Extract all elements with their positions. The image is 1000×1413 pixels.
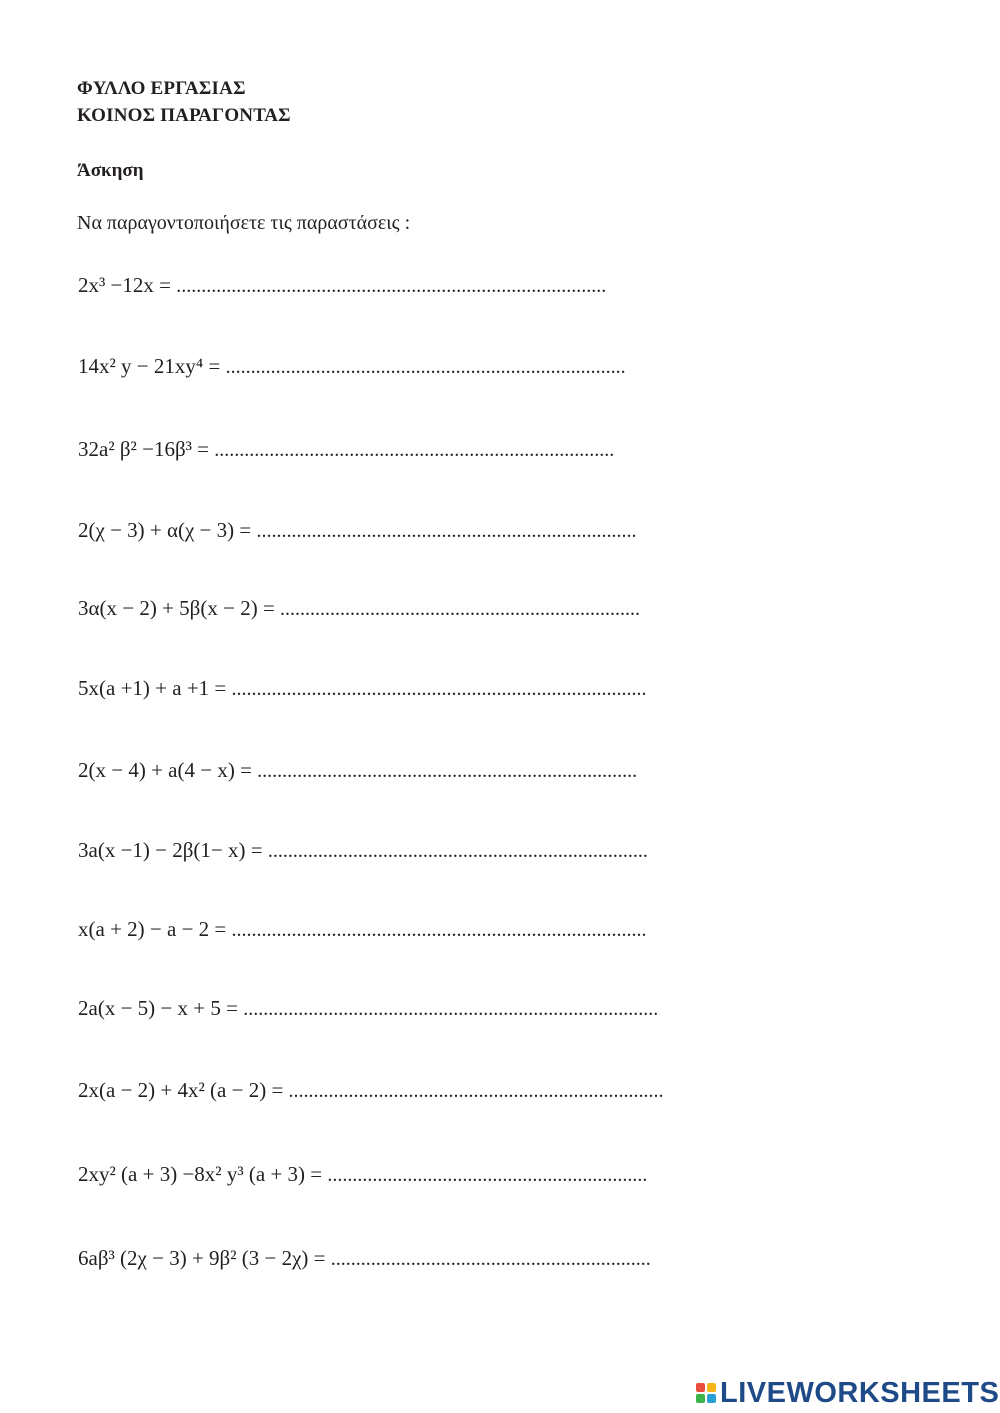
worksheet-subtitle: ΚΟΙΝΟΣ ΠΑΡΑΓΟΝΤΑΣ	[77, 105, 291, 126]
answer-blank[interactable]: ............................................................................	[256, 520, 637, 542]
exercise-row-2	[78, 356, 626, 377]
expression: 3a(x −1) − 2β(1− x) =	[78, 838, 263, 862]
answer-blank[interactable]: ................................................................	[327, 1164, 648, 1186]
answer-blank[interactable]: ...................................................................................	[243, 998, 659, 1020]
expression: 2xy² (a + 3) −8x² y³ (a + 3) =	[78, 1162, 323, 1186]
exercise-heading: Άσκηση	[77, 160, 144, 181]
expression: 32a² β² −16β³ =	[78, 437, 210, 461]
exercise-row-10	[78, 998, 658, 1019]
expression: 2x³ −12x =	[78, 273, 171, 297]
exercise-row-5	[78, 598, 640, 619]
liveworksheets-logo	[696, 1376, 999, 1410]
answer-blank[interactable]: ........................................................................	[280, 598, 641, 620]
answer-blank[interactable]: ......................................................................................	[176, 275, 607, 297]
expression: 5x(a +1) + a +1 =	[78, 676, 227, 700]
answer-blank[interactable]: ...................................................................................	[231, 919, 647, 941]
answer-blank[interactable]: ...................................................................................	[231, 678, 647, 700]
expression: 2(x − 4) + a(4 − x) =	[78, 758, 252, 782]
worksheet-title: ΦΥΛΛΟ ΕΡΓΑΣΙΑΣ	[77, 78, 246, 99]
exercise-row-6	[78, 678, 647, 699]
expression: 14x² y − 21xy⁴ =	[78, 354, 221, 378]
exercise-row-7	[78, 760, 637, 781]
exercise-row-13	[78, 1248, 651, 1269]
exercise-row-12	[78, 1164, 647, 1185]
answer-blank[interactable]: ................................................................................	[214, 439, 615, 461]
exercise-instruction: Να παραγοντοποιήσετε τις παραστάσεις :	[77, 212, 411, 234]
exercise-row-9	[78, 919, 647, 940]
logo-text: LIVEWORKSHEETS	[720, 1376, 1000, 1409]
expression: x(a + 2) − a − 2 =	[78, 917, 227, 941]
answer-blank[interactable]: ...........................................................................	[288, 1080, 664, 1102]
answer-blank[interactable]: ................................................................	[330, 1248, 651, 1270]
expression: 3α(x − 2) + 5β(x − 2) =	[78, 596, 275, 620]
expression: 2a(x − 5) − x + 5 =	[78, 996, 238, 1020]
exercise-row-1	[78, 275, 606, 296]
expression: 2x(a − 2) + 4x² (a − 2) =	[78, 1078, 284, 1102]
answer-blank[interactable]: ............................................................................	[267, 840, 648, 862]
liveworksheets-logo-icon	[696, 1383, 716, 1403]
exercise-row-8	[78, 840, 648, 861]
exercise-row-4	[78, 520, 637, 541]
expression: 6aβ³ (2χ − 3) + 9β² (3 − 2χ) =	[78, 1246, 326, 1270]
answer-blank[interactable]: ................................................................................	[225, 356, 626, 378]
expression: 2(χ − 3) + α(χ − 3) =	[78, 518, 252, 542]
exercise-row-11	[78, 1080, 664, 1101]
answer-blank[interactable]: ............................................................................	[257, 760, 638, 782]
exercise-row-3	[78, 439, 614, 460]
